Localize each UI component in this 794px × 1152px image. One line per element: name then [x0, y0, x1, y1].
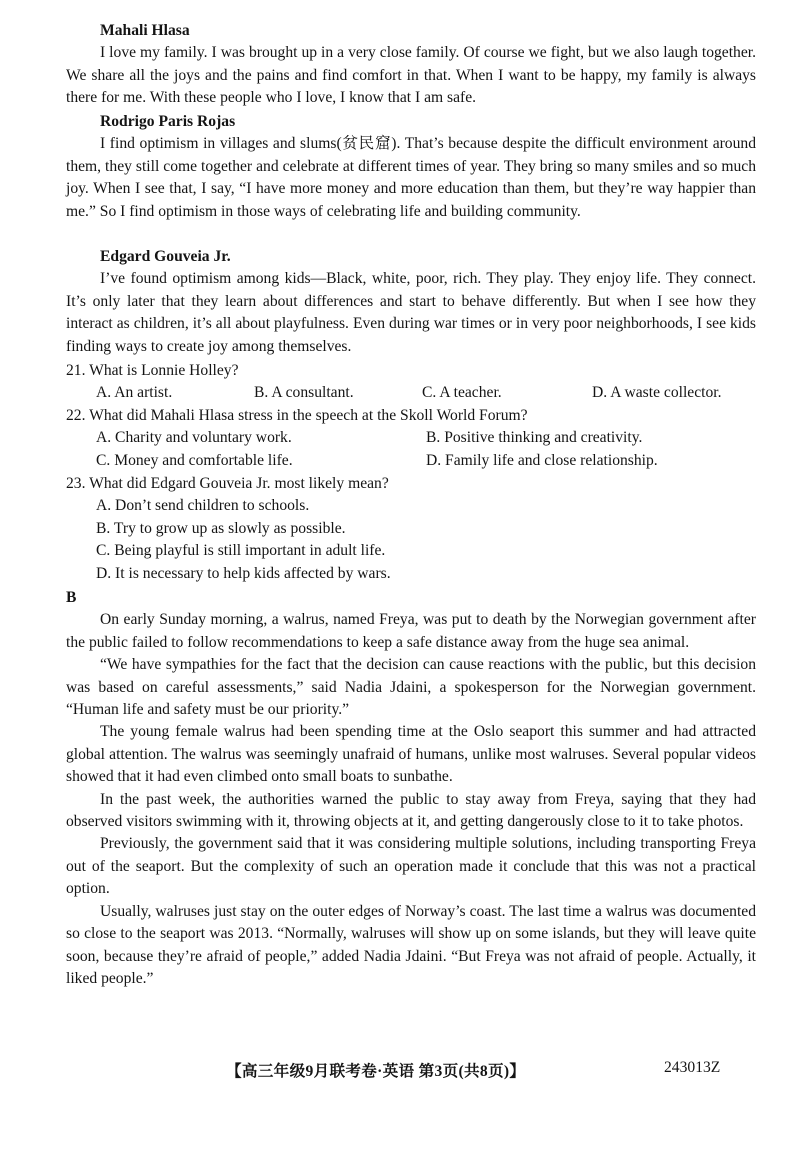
- option-a: A. Don’t send children to schools.: [96, 497, 310, 515]
- option-c: C. A teacher.: [422, 384, 502, 402]
- question-22: [66, 405, 756, 472]
- page-footer: [0, 1059, 794, 1083]
- speaker-mahali-hlasa: [66, 20, 756, 110]
- paper-code: 243013Z: [664, 1059, 721, 1076]
- section-b: [66, 587, 756, 990]
- passage-paragraph: “We have sympathies for the fact that the decision can cause reactions with the public, but this decision was based on careful assessments,” said Nadia Jdaini, a spokesperson for the Norwegian government. “Human life and safety must be our priority.”: [66, 656, 756, 719]
- question-stem: 23. What did Edgard Gouveia Jr. most likely mean?: [66, 475, 389, 492]
- option-c: C. Money and comfortable life.: [96, 451, 293, 469]
- question-stem: 21. What is Lonnie Holley?: [66, 362, 239, 379]
- speaker-paragraph: I’ve found optimism among kids—Black, white, poor, rich. They play. They enjoy life. They connect. It’s only later that they learn about differences and start to behave differently. But when I see how they interact as children, it’s all about playfulness. Even during war times or in very poor neighborhoods, I see kids finding ways to create joy among themselves.: [66, 270, 756, 355]
- passage-paragraph: On early Sunday morning, a walrus, named Freya, was put to death by the Norwegian government after the public failed to follow recommendations to keep a safe distance away from the huge sea animal.: [66, 611, 756, 651]
- passage-paragraph: The young female walrus had been spending time at the Oslo seaport this summer and had attracted global attention. The walrus was seemingly unafraid of humans, unlike most walruses. Several popular videos showed that it had even climbed onto small boats to sunbathe.: [66, 723, 756, 786]
- option-a: A. Charity and voluntary work.: [96, 429, 292, 447]
- option-b: B. A consultant.: [254, 384, 354, 402]
- speaker-name: Edgard Gouveia Jr.: [100, 248, 231, 265]
- passage-paragraph: In the past week, the authorities warned the public to stay away from Freya, saying that they had observed visitors swimming with it, throwing objects at it, and getting dangerously close to it to take photos.: [66, 790, 756, 831]
- section-heading: B: [66, 589, 77, 606]
- passage-paragraph: Previously, the government said that it was considering multiple solutions, including transporting Freya out of the seaport. But the complexity of such an operation made it conclude that this was not a practical option.: [66, 835, 756, 898]
- speaker-paragraph: I love my family. I was brought up in a very close family. Of course we fight, but we also laugh together. We share all the joys and the pains and find comfort in that. When I want to be happy, my family is always there for me. With these people who I love, I know that I am safe.: [66, 44, 756, 107]
- option-row: [66, 450, 756, 472]
- option-b: B. Positive thinking and creativity.: [426, 429, 643, 447]
- option-d: D. It is necessary to help kids affected by wars.: [96, 564, 391, 582]
- speaker-paragraph: I find optimism in villages and slums(贫民窟). That’s because despite the difficult environment around them, they still come together and celebrate at different times of year. They bring so many smiles and so much joy. When I see that, I say, “I have more money and more education than them, but they’re way happier than me.” So I find optimism in those ways of celebrating life and building community.: [66, 135, 756, 220]
- option-b: B. Try to grow up as slowly as possible.: [96, 519, 346, 537]
- question-23: [66, 473, 756, 585]
- option-row: [66, 427, 756, 449]
- option-d: D. Family life and close relationship.: [426, 451, 658, 469]
- option-a: A. An artist.: [96, 384, 173, 402]
- question-21: [66, 360, 756, 405]
- footer-title: 【高三年级9月联考卷·英语 第3页(共8页)】: [226, 1063, 526, 1080]
- speaker-name: Mahali Hlasa: [100, 22, 190, 39]
- option-row: [66, 382, 756, 404]
- speaker-edgard-gouveia: [66, 246, 756, 358]
- speaker-name: Rodrigo Paris Rojas: [100, 113, 236, 130]
- question-stem: 22. What did Mahali Hlasa stress in the speech at the Skoll World Forum?: [66, 407, 528, 424]
- option-c: C. Being playful is still important in adult life.: [96, 542, 386, 560]
- option-d: D. A waste collector.: [592, 384, 722, 402]
- speaker-rodrigo-paris-rojas: [66, 111, 756, 223]
- passage-paragraph: Usually, walruses just stay on the outer edges of Norway’s coast. The last time a walrus was documented so close to the seaport was 2013. “Normally, walruses will show up on some islands, but they will leave quite soon, because they’re afraid of people,” added Nadia Jdaini. “But Freya was not afraid of people. Actually, it liked people.”: [66, 902, 756, 987]
